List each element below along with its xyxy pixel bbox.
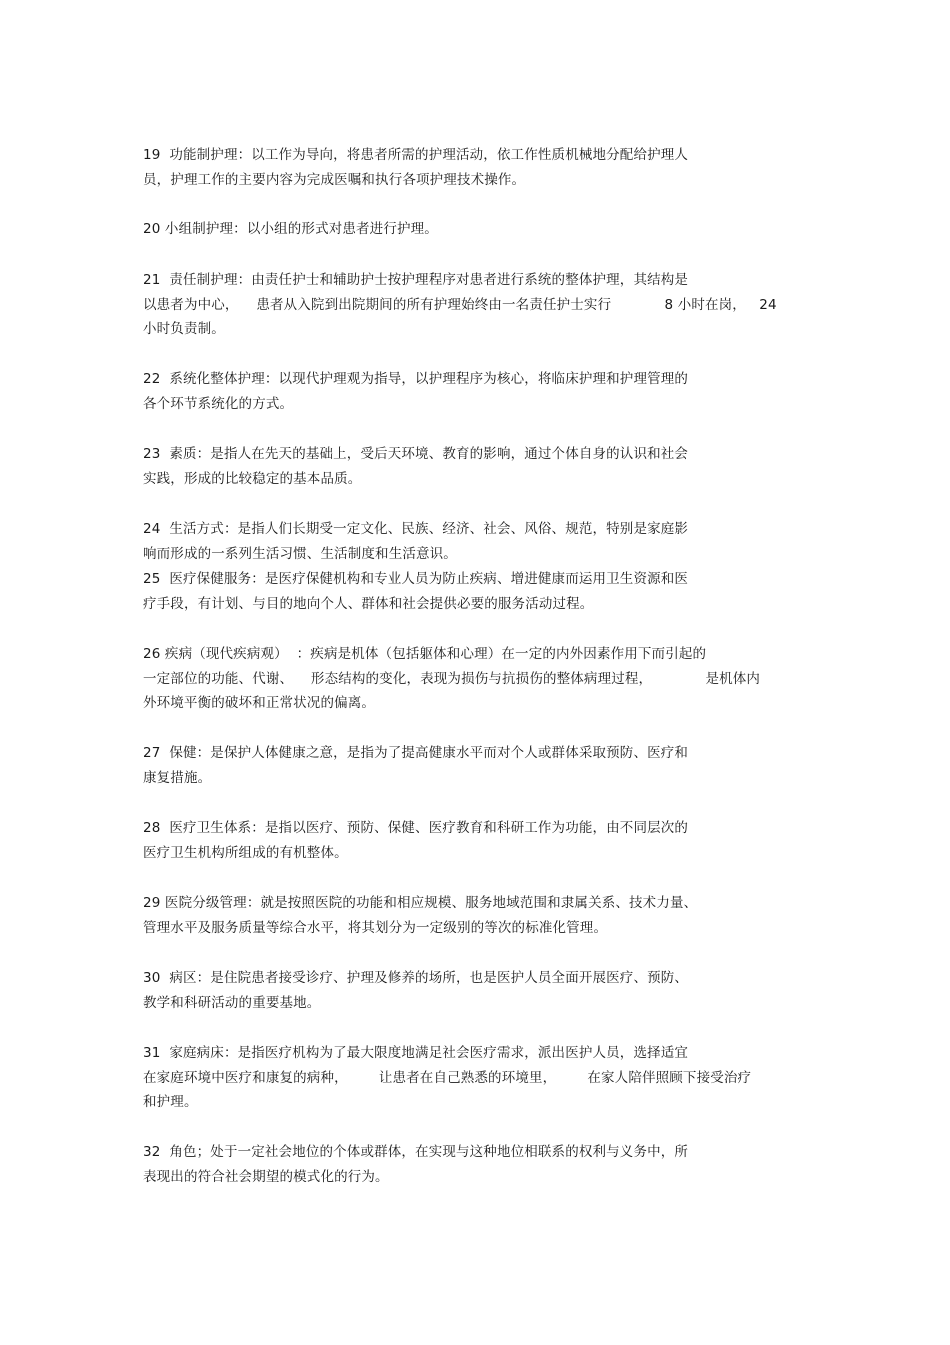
entry-line: 31 家庭病床：是指医疗机构为了最大限度地满足社会医疗需求，派出医护人员，选择适宜 (143, 1045, 689, 1061)
entry-line: 和护理。 (143, 1094, 198, 1110)
entry-line: 实践，形成的比较稳定的基本品质。 (143, 470, 362, 487)
entry-26-disease (143, 642, 760, 716)
entry-25-healthcare-service (143, 567, 688, 616)
entry-22-systematic-holistic-nursing (143, 367, 688, 416)
entry-line: 23 素质：是指人在先天的基础上，受后天环境、教育的影响，通过个体自身的认识和社会 (143, 446, 689, 462)
entry-line: 表现出的符合社会期望的模式化的行为。 (143, 1168, 389, 1185)
entry-line: 员，护理工作的主要内容为完成医嘱和执行各项护理技术操作。 (143, 171, 526, 188)
entry-21-primary-nursing (143, 268, 777, 342)
entry-line: 疗手段，有计划、与目的地向个人、群体和社会提供必要的服务活动过程。 (143, 595, 594, 612)
entry-line: 管理水平及服务质量等综合水平，将其划分为一定级别的等次的标准化管理。 (143, 919, 608, 936)
entry-line: 19 功能制护理：以工作为导向，将患者所需的护理活动，依工作性质机械地分配给护理人 (143, 147, 689, 163)
entry-line: 22 系统化整体护理：以现代护理观为指导，以护理程序为核心，将临床护理和护理管理的 (143, 371, 689, 387)
entry-19-functional-nursing (143, 143, 688, 192)
entry-line: 20 小组制护理：以小组的形式对患者进行护理。 (143, 221, 438, 237)
entry-line: 30 病区：是住院患者接受诊疗、护理及修养的场所，也是医护人员全面开展医疗、预防、 (143, 970, 689, 986)
entry-28-health-system (143, 816, 688, 865)
entry-20-team-nursing (143, 217, 438, 242)
entry-29-hospital-grading (143, 891, 697, 940)
entry-line: 各个环节系统化的方式。 (143, 395, 294, 412)
entry-30-ward (143, 966, 688, 1015)
entry-24-lifestyle (143, 517, 688, 566)
entry-line: 小时负责制。 (143, 321, 225, 337)
entry-line: 32 角色；处于一定社会地位的个体或群体，在实现与这种地位相联系的权利与义务中，所 (143, 1144, 689, 1160)
entry-23-quality (143, 442, 688, 491)
entry-line: 29 医院分级管理：就是按照医院的功能和相应规模、服务地域范围和隶属关系、技术力量、 (143, 895, 698, 911)
entry-line: 以患者为中心， 患者从入院到出院期间的所有护理始终由一名责任护士实行 8 小时在岗， 24 (143, 296, 777, 313)
entry-line: 21 责任制护理：由责任护士和辅助护士按护理程序对患者进行系统的整体护理，其结构是 (143, 272, 689, 288)
entry-line: 27 保健：是保护人体健康之意，是指为了提高健康水平而对个人或群体采取预防、医疗和 (143, 745, 689, 761)
entry-line: 外环境平衡的破坏和正常状况的偏离。 (143, 695, 376, 711)
entry-31-home-bed (143, 1041, 751, 1115)
entry-line: 28 医疗卫生体系：是指以医疗、预防、保健、医疗教育和科研工作为功能，由不同层次的 (143, 820, 689, 836)
entry-line: 26 疾病（现代疾病观） ：疾病是机体（包括躯体和心理）在一定的内外因素作用下而引起的 (143, 646, 707, 662)
entry-line: 响而形成的一系列生活习惯、生活制度和生活意识。 (143, 545, 457, 562)
entry-27-health-care (143, 741, 688, 790)
entry-32-role (143, 1140, 688, 1189)
entry-line: 教学和科研活动的重要基地。 (143, 994, 321, 1011)
entry-line: 在家庭环境中医疗和康复的病种， 让患者在自己熟悉的环境里， 在家人陪伴照顾下接受治疗 (143, 1069, 752, 1086)
entry-line: 康复措施。 (143, 769, 212, 786)
entry-line: 25 医疗保健服务：是医疗保健机构和专业人员为防止疾病、增进健康而运用卫生资源和医 (143, 571, 689, 587)
entry-line: 医疗卫生机构所组成的有机整体。 (143, 844, 348, 861)
entry-line: 一定部位的功能、代谢、 形态结构的变化，表现为损伤与抗损伤的整体病理过程， 是机体内 (143, 670, 761, 687)
entry-line: 24 生活方式：是指人们长期受一定文化、民族、经济、社会、风俗、规范，特别是家庭影 (143, 521, 689, 537)
